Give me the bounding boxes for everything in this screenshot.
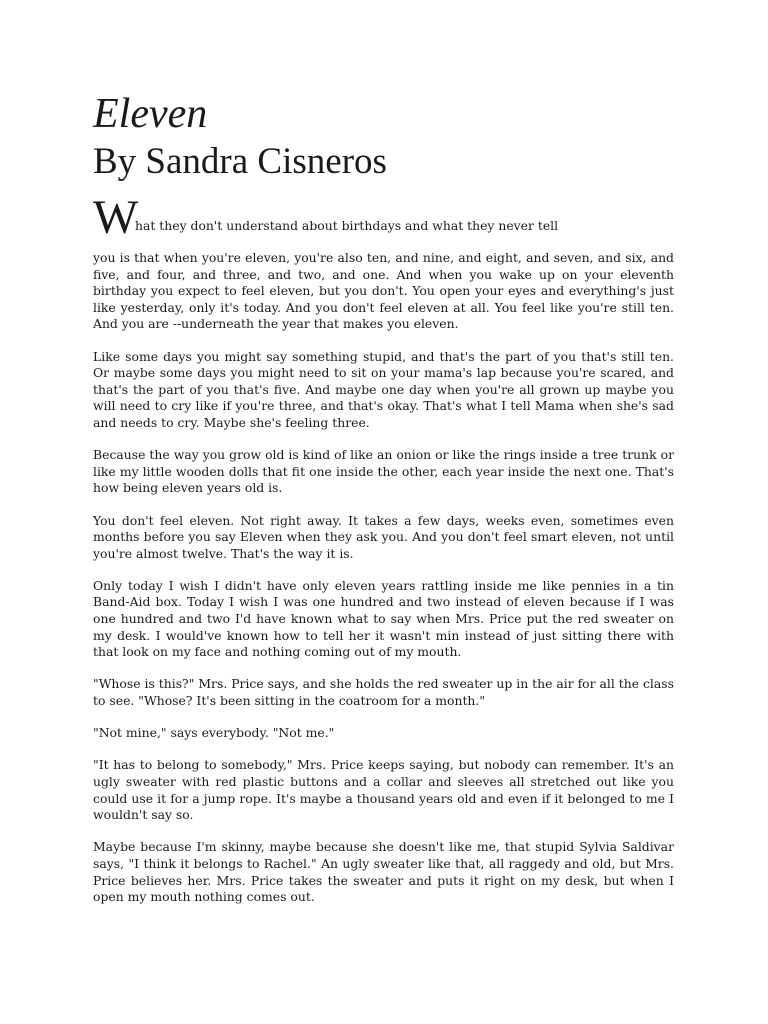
author-byline: By Sandra Cisneros xyxy=(93,141,387,182)
paragraph: Because the way you grow old is kind of like an onion or like the rings inside a tree trunk or like my little wooden dolls that fit one inside the other, each year inside the next one. That's how being eleven years old is. xyxy=(93,447,674,496)
paragraph: You don't feel eleven. Not right away. It takes a few days, weeks even, sometimes even months before you say Eleven when they ask you. And you don't feel smart eleven, not until you're almost twelve. That's the way it is. xyxy=(93,512,674,561)
paragraph: Like some days you might say something stupid, and that's the part of you that's still ten. Or maybe some days you might need to sit on your mama's lap because you're scared, and that's the part of you that's five. And maybe one day when you're all grown up maybe you will need to cry like if you're three, and that's okay. That's what I tell Mama when she's sad and needs to cry. Maybe she's feeling three. xyxy=(93,348,674,430)
opening-line xyxy=(93,191,674,250)
opening-line-text: hat they don't understand about birthdays and what they never tell xyxy=(135,218,559,233)
paragraph: "Whose is this?" Mrs. Price says, and she holds the red sweater up in the air for all the class to see. "Whose? It's been sitting in the coatroom for a month." xyxy=(93,676,674,709)
paragraph: you is that when you're eleven, you're also ten, and nine, and eight, and seven, and six, and five, and four, and three, and two, and one. And when you wake up on your eleventh birthday you expect to feel eleven, but you don't. You open your eyes and everything's just like yesterday, only it's today. And you don't feel eleven at all. You feel like you're still ten. And you are --underneath the year that makes you eleven. xyxy=(93,250,674,332)
document-title: Eleven xyxy=(93,91,208,137)
paragraph: Only today I wish I didn't have only eleven years rattling inside me like pennies in a tin Band-Aid box. Today I wish I was one hundred and two instead of eleven because if I was one hundred and two I'd have known what to say when Mrs. Price put the red sweater on my desk. I would've known how to tell her it wasn't min instead of just sitting there with that look on my face and nothing coming out of my mouth. xyxy=(93,577,674,660)
paragraph: "Not mine," says everybody. "Not me." xyxy=(93,725,335,741)
paragraph: Maybe because I'm skinny, maybe because she doesn't like me, that stupid Sylvia Saldivar says, "I think it belongs to Rachel." An ugly sweater like that, all raggedy and old, but Mrs. Price believes her. Mrs. Price takes the sweater and puts it right on my desk, but when I open my mouth nothing comes out. xyxy=(93,839,674,905)
document-page xyxy=(93,88,674,921)
drop-cap-letter: W xyxy=(93,191,139,244)
paragraph: "It has to belong to somebody," Mrs. Price keeps saying, but nobody can remember. It's an ugly sweater with red plastic buttons and a collar and sleeves all stretched out like you could use it for a jump rope. It's maybe a thousand years old and even if it belonged to me I wouldn't say so. xyxy=(93,757,674,823)
